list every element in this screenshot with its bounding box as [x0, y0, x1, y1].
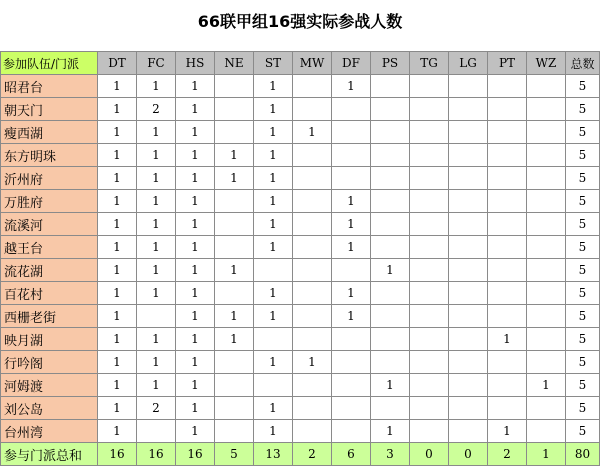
table-cell	[293, 167, 332, 190]
table-cell	[371, 282, 410, 305]
table-cell: 1	[293, 351, 332, 374]
table-row	[1, 121, 600, 144]
table-cell	[371, 190, 410, 213]
table-cell: 1	[332, 305, 371, 328]
table-cell	[488, 259, 527, 282]
table-cell	[488, 236, 527, 259]
table-cell: 1	[98, 98, 137, 121]
table-cell	[527, 121, 566, 144]
sum-cell: 6	[332, 443, 371, 466]
team-name: 瘦西湖	[1, 121, 98, 144]
table-cell: 1	[254, 351, 293, 374]
row-total: 5	[566, 190, 600, 213]
table-cell	[410, 213, 449, 236]
row-total: 5	[566, 236, 600, 259]
table-row	[1, 213, 600, 236]
sum-row	[1, 443, 600, 466]
table-cell	[488, 167, 527, 190]
table-cell	[371, 305, 410, 328]
table-cell	[293, 282, 332, 305]
table-cell: 1	[176, 397, 215, 420]
table-cell: 1	[215, 328, 254, 351]
table-cell	[410, 282, 449, 305]
table-row	[1, 190, 600, 213]
table-cell: 1	[332, 236, 371, 259]
table-cell	[215, 75, 254, 98]
table-cell	[449, 213, 488, 236]
row-total: 5	[566, 328, 600, 351]
table-cell	[293, 75, 332, 98]
table-cell	[332, 328, 371, 351]
table-cell	[527, 144, 566, 167]
table-cell: 1	[215, 167, 254, 190]
table-cell	[410, 75, 449, 98]
table-cell	[293, 328, 332, 351]
row-total: 5	[566, 420, 600, 443]
table-cell: 1	[137, 144, 176, 167]
table-cell	[488, 374, 527, 397]
table-row	[1, 167, 600, 190]
table-cell: 2	[137, 397, 176, 420]
table-cell	[449, 328, 488, 351]
column-header: FC	[137, 52, 176, 75]
table-row	[1, 420, 600, 443]
table-cell: 1	[98, 190, 137, 213]
table-cell	[449, 351, 488, 374]
row-total: 5	[566, 305, 600, 328]
table-cell	[254, 259, 293, 282]
table-cell	[215, 374, 254, 397]
table-cell	[332, 259, 371, 282]
table-cell: 1	[137, 121, 176, 144]
table-cell	[371, 236, 410, 259]
sum-cell: 3	[371, 443, 410, 466]
table-cell: 1	[176, 98, 215, 121]
row-total: 5	[566, 351, 600, 374]
table-cell: 1	[98, 420, 137, 443]
page-title: 66联甲组16强实际参战人数	[197, 12, 403, 31]
table-cell	[293, 190, 332, 213]
table-cell	[137, 305, 176, 328]
table-cell	[527, 98, 566, 121]
table-cell	[527, 259, 566, 282]
table-cell: 1	[527, 374, 566, 397]
table-cell: 1	[98, 213, 137, 236]
table-cell	[449, 190, 488, 213]
table-cell	[527, 305, 566, 328]
table-cell	[410, 236, 449, 259]
table-cell	[410, 144, 449, 167]
table-cell	[527, 420, 566, 443]
table-cell: 1	[293, 121, 332, 144]
table-cell	[332, 351, 371, 374]
table-cell	[449, 236, 488, 259]
column-header: DF	[332, 52, 371, 75]
team-name: 东方明珠	[1, 144, 98, 167]
row-total: 5	[566, 98, 600, 121]
table-cell	[527, 190, 566, 213]
table-cell: 1	[332, 282, 371, 305]
team-name: 昭君台	[1, 75, 98, 98]
table-cell: 1	[254, 282, 293, 305]
table-row	[1, 75, 600, 98]
table-cell	[449, 282, 488, 305]
table-cell: 1	[176, 420, 215, 443]
table-cell	[293, 374, 332, 397]
grand-total: 80	[566, 443, 600, 466]
column-header: HS	[176, 52, 215, 75]
column-header: PS	[371, 52, 410, 75]
table-cell	[410, 305, 449, 328]
table-cell: 1	[254, 305, 293, 328]
table-cell: 1	[176, 190, 215, 213]
table-cell: 1	[254, 121, 293, 144]
row-total: 5	[566, 259, 600, 282]
table-cell: 1	[98, 121, 137, 144]
row-total: 5	[566, 121, 600, 144]
row-total: 5	[566, 213, 600, 236]
table-cell	[410, 98, 449, 121]
table-cell	[527, 397, 566, 420]
table-cell: 1	[98, 259, 137, 282]
table-cell	[488, 397, 527, 420]
table-cell	[410, 420, 449, 443]
table-cell	[449, 305, 488, 328]
column-header: NE	[215, 52, 254, 75]
table-cell	[488, 121, 527, 144]
table-cell	[293, 305, 332, 328]
table-cell: 2	[137, 98, 176, 121]
table-cell: 1	[98, 397, 137, 420]
table-cell	[332, 420, 371, 443]
column-header: PT	[488, 52, 527, 75]
table-cell	[215, 420, 254, 443]
sum-cell: 13	[254, 443, 293, 466]
table-cell: 1	[371, 420, 410, 443]
table-cell	[371, 328, 410, 351]
table-cell: 1	[176, 374, 215, 397]
column-header: DT	[98, 52, 137, 75]
sum-cell: 16	[98, 443, 137, 466]
table-row	[1, 374, 600, 397]
table-cell: 1	[488, 328, 527, 351]
table-cell	[371, 121, 410, 144]
table-cell: 1	[137, 328, 176, 351]
sum-cell: 5	[215, 443, 254, 466]
table-cell	[215, 282, 254, 305]
table-cell: 1	[176, 75, 215, 98]
table-cell: 1	[98, 328, 137, 351]
table-cell: 1	[371, 259, 410, 282]
table-cell: 1	[176, 236, 215, 259]
table-cell	[371, 351, 410, 374]
table-cell: 1	[332, 190, 371, 213]
table-cell	[410, 374, 449, 397]
table-cell	[293, 98, 332, 121]
table-cell	[449, 144, 488, 167]
total-header: 总数	[566, 52, 600, 75]
table-cell: 1	[176, 305, 215, 328]
row-total: 5	[566, 397, 600, 420]
table-cell: 1	[176, 167, 215, 190]
table-cell	[332, 144, 371, 167]
table-cell	[410, 397, 449, 420]
row-total: 5	[566, 75, 600, 98]
table-cell	[488, 98, 527, 121]
table-cell: 1	[137, 351, 176, 374]
table-row	[1, 351, 600, 374]
table-cell	[488, 351, 527, 374]
table-cell: 1	[254, 167, 293, 190]
table-cell	[449, 397, 488, 420]
table-cell: 1	[98, 351, 137, 374]
row-total: 5	[566, 282, 600, 305]
table-cell: 1	[98, 167, 137, 190]
table-cell: 1	[98, 305, 137, 328]
table-cell: 1	[215, 305, 254, 328]
table-cell: 1	[176, 213, 215, 236]
team-name: 刘公岛	[1, 397, 98, 420]
table-cell: 1	[488, 420, 527, 443]
table-cell: 1	[176, 259, 215, 282]
table-cell	[410, 121, 449, 144]
table-cell	[410, 259, 449, 282]
sum-label: 参与门派总和	[1, 443, 98, 466]
table-cell: 1	[137, 167, 176, 190]
table-cell: 1	[137, 75, 176, 98]
table-cell: 1	[254, 420, 293, 443]
table-row	[1, 282, 600, 305]
table-cell: 1	[254, 397, 293, 420]
sum-cell: 16	[137, 443, 176, 466]
table-cell	[449, 374, 488, 397]
table-cell: 1	[254, 190, 293, 213]
column-header: ST	[254, 52, 293, 75]
table-cell	[488, 282, 527, 305]
table-row	[1, 236, 600, 259]
table-cell	[215, 190, 254, 213]
table-row	[1, 305, 600, 328]
table-cell	[410, 328, 449, 351]
table-cell: 1	[254, 98, 293, 121]
table-row	[1, 98, 600, 121]
column-header: TG	[410, 52, 449, 75]
row-total: 5	[566, 167, 600, 190]
table-cell: 1	[98, 144, 137, 167]
team-name: 行吟阁	[1, 351, 98, 374]
table-cell	[254, 374, 293, 397]
team-name: 西栅老街	[1, 305, 98, 328]
table-cell: 1	[215, 259, 254, 282]
table-cell	[527, 213, 566, 236]
column-header: MW	[293, 52, 332, 75]
table-cell: 1	[254, 75, 293, 98]
table-cell: 1	[254, 236, 293, 259]
table-cell	[215, 98, 254, 121]
table-cell	[137, 420, 176, 443]
row-total: 5	[566, 374, 600, 397]
table-cell	[527, 167, 566, 190]
table-cell: 1	[98, 374, 137, 397]
row-total: 5	[566, 144, 600, 167]
sum-cell: 16	[176, 443, 215, 466]
corner-header: 参加队伍/门派	[1, 52, 98, 75]
table-cell	[332, 397, 371, 420]
table-cell	[293, 236, 332, 259]
table-row	[1, 397, 600, 420]
table-cell	[449, 259, 488, 282]
table-cell	[488, 144, 527, 167]
table-cell	[293, 420, 332, 443]
table-cell	[215, 121, 254, 144]
table-cell: 1	[137, 190, 176, 213]
table-cell: 1	[176, 282, 215, 305]
table-cell	[527, 282, 566, 305]
table-cell	[527, 75, 566, 98]
table-cell: 1	[176, 351, 215, 374]
sum-cell: 1	[527, 443, 566, 466]
table-cell: 1	[254, 213, 293, 236]
table-cell	[371, 75, 410, 98]
table-cell: 1	[254, 144, 293, 167]
table-cell	[332, 374, 371, 397]
table-cell: 1	[176, 121, 215, 144]
table-cell	[215, 351, 254, 374]
table-cell	[293, 259, 332, 282]
table-cell	[449, 75, 488, 98]
table-cell	[293, 144, 332, 167]
table-cell	[527, 351, 566, 374]
sum-cell: 2	[488, 443, 527, 466]
table-cell	[488, 213, 527, 236]
sum-cell: 0	[449, 443, 488, 466]
table-cell	[488, 75, 527, 98]
team-name: 流溪河	[1, 213, 98, 236]
table-cell	[410, 351, 449, 374]
sum-cell: 0	[410, 443, 449, 466]
table-cell	[449, 420, 488, 443]
team-name: 流花湖	[1, 259, 98, 282]
table-cell	[332, 167, 371, 190]
table-cell: 1	[137, 374, 176, 397]
table-cell: 1	[137, 282, 176, 305]
team-name: 百花村	[1, 282, 98, 305]
column-header: LG	[449, 52, 488, 75]
table-cell	[215, 397, 254, 420]
table-row	[1, 259, 600, 282]
column-header: WZ	[527, 52, 566, 75]
table-cell: 1	[98, 236, 137, 259]
team-name: 映月湖	[1, 328, 98, 351]
table-cell	[371, 167, 410, 190]
table-cell: 1	[332, 75, 371, 98]
table-cell: 1	[332, 213, 371, 236]
table-cell	[371, 213, 410, 236]
table-cell: 1	[137, 236, 176, 259]
table-cell: 1	[98, 282, 137, 305]
table-row	[1, 328, 600, 351]
team-name: 朝天门	[1, 98, 98, 121]
team-name: 沂州府	[1, 167, 98, 190]
team-name: 万胜府	[1, 190, 98, 213]
table-cell	[332, 121, 371, 144]
table-cell	[488, 190, 527, 213]
team-name: 河姆渡	[1, 374, 98, 397]
sum-cell: 2	[293, 443, 332, 466]
table-cell: 1	[215, 144, 254, 167]
table-cell: 1	[176, 144, 215, 167]
team-name: 台州湾	[1, 420, 98, 443]
table-cell	[215, 213, 254, 236]
table-cell	[410, 190, 449, 213]
table-cell	[371, 144, 410, 167]
table-cell	[371, 98, 410, 121]
table-cell	[254, 328, 293, 351]
table-cell	[215, 236, 254, 259]
table-cell	[449, 167, 488, 190]
table-cell	[410, 167, 449, 190]
table-cell: 1	[371, 374, 410, 397]
table-cell	[332, 98, 371, 121]
table-cell	[527, 328, 566, 351]
table-cell	[527, 236, 566, 259]
header-row	[1, 52, 600, 75]
table-cell	[293, 397, 332, 420]
table-cell	[449, 121, 488, 144]
table-cell: 1	[98, 75, 137, 98]
table-cell: 1	[137, 213, 176, 236]
table-cell: 1	[137, 259, 176, 282]
table-cell: 1	[176, 328, 215, 351]
table-cell	[293, 213, 332, 236]
table-cell	[449, 98, 488, 121]
table-row	[1, 144, 600, 167]
team-name: 越王台	[1, 236, 98, 259]
table-cell	[371, 397, 410, 420]
stats-table	[0, 51, 600, 466]
table-cell	[488, 305, 527, 328]
